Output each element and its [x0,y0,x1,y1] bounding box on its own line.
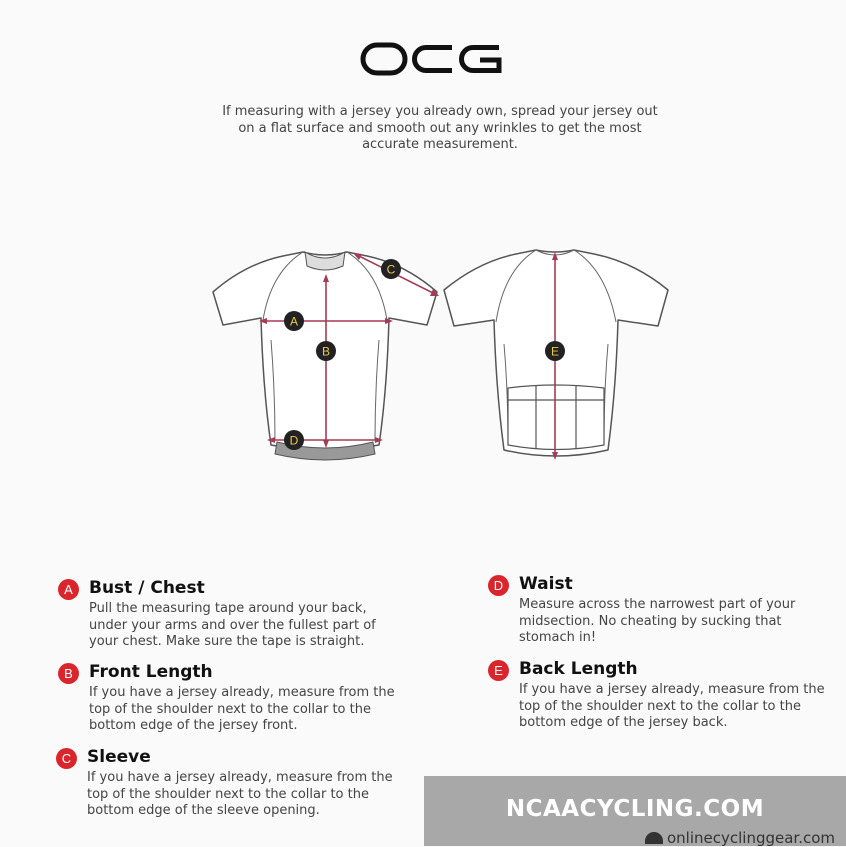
watermark [645,829,835,847]
marker-b [316,341,336,361]
svg-text:E: E [550,344,560,359]
measurement-front-length [58,661,398,735]
svg-text:C: C [386,262,396,277]
jersey-front-diagram [205,240,445,465]
measurement-title: Bust / Chest [89,578,205,598]
watermark-text: onlinecyclinggear.com [667,829,836,847]
badge-a: A [58,579,79,600]
marker-a [284,311,304,331]
svg-text:D: D [289,433,299,448]
measurement-waist [488,573,828,647]
marker-c [381,259,401,279]
intro-text: If measuring with a jersey you already own, spread your jersey out on a flat surface and smooth out any wrinkles to get the most accurate measurement. [222,104,658,152]
badge-b: B [58,663,79,684]
measurement-description: If you have a jersey already, measure from the top of the shoulder next to the collar to the bottom edge of the jersey back. [519,682,825,730]
jersey-back-diagram [438,240,674,465]
svg-text:B: B [321,344,331,359]
measurement-title: Front Length [89,662,213,682]
badge-d: D [488,575,509,596]
banner-text: NCAACYCLING.COM [505,796,765,822]
svg-text:A: A [289,314,299,329]
measurement-description: Measure across the narrowest part of your midsection. No cheating by sucking that stomach in! [519,597,796,645]
marker-e [545,341,565,361]
measurement-description: If you have a jersey already, measure from the top of the shoulder next to the collar to the bottom edge of the sleeve opening. [87,770,393,818]
marker-d [284,430,304,450]
measurement-back-length [488,658,828,732]
measurement-title: Waist [519,574,573,594]
badge-c: C [56,748,77,769]
measurement-bust-chest [58,577,398,651]
watermark-logo-icon [645,832,663,844]
measurement-description: If you have a jersey already, measure from the top of the shoulder next to the collar to the bottom edge of the jersey front. [89,685,395,733]
measurement-description: Pull the measuring tape around your back, under your arms and over the fullest part of your chest. Make sure the tape is straight. [89,601,376,649]
badge-e: E [488,660,509,681]
measurement-title: Sleeve [87,747,151,767]
measurement-sleeve [56,746,396,820]
ocg-logo [360,40,502,80]
measurement-title: Back Length [519,659,638,679]
